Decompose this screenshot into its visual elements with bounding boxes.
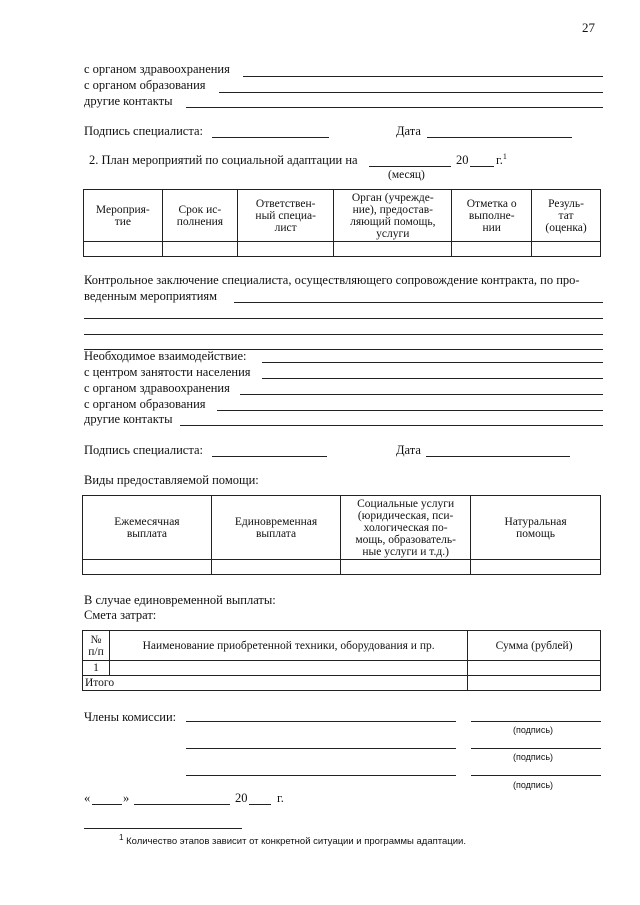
contact-education-field[interactable] <box>219 92 603 93</box>
aid-col-monthly: Ежемесячная выплата <box>83 496 212 560</box>
contact-other-field[interactable] <box>186 107 603 108</box>
contact-health-field[interactable] <box>243 76 603 77</box>
estimate-title: Смета затрат: <box>84 608 157 622</box>
plan-month-field[interactable] <box>369 166 451 167</box>
aid-table <box>82 495 601 575</box>
page-number: 27 <box>582 20 595 35</box>
contact-other-label: другие контакты <box>84 94 173 108</box>
date-label: Дата <box>396 124 421 138</box>
plan-cell[interactable] <box>334 242 452 257</box>
conclusion-field-3[interactable] <box>84 334 603 335</box>
plan-cell[interactable] <box>238 242 334 257</box>
date-year-prefix: 20 <box>235 791 248 805</box>
estimate-col-number: № п/п <box>83 631 110 661</box>
contact-education-label: с органом образования <box>84 78 206 92</box>
footnote <box>119 832 466 847</box>
commission-sign-field-1[interactable] <box>471 721 601 722</box>
specialist-signature-label: Подпись специалиста: <box>84 124 203 138</box>
plan-year-suffix: г.$^1$ <box>496 151 507 167</box>
aid-cell[interactable] <box>471 560 601 575</box>
plan-title: 2. План мероприятий по социальной адаптации на <box>89 153 358 167</box>
commission-name-field-3[interactable] <box>186 775 456 776</box>
estimate-cell[interactable] <box>468 661 601 676</box>
commission-label: Члены комиссии: <box>84 710 177 724</box>
plan-col-activity: Мероприя- тие <box>84 190 163 242</box>
plan-footnote-mark: 1 <box>502 151 507 161</box>
plan-cell[interactable] <box>532 242 601 257</box>
date-month-field[interactable] <box>134 804 230 805</box>
interaction-employment-field[interactable] <box>262 378 603 379</box>
plan-col-responsible: Ответствен- ный специа- лист <box>238 190 334 242</box>
interaction-other-field[interactable] <box>180 425 603 426</box>
commission-name-field-2[interactable] <box>186 748 456 749</box>
plan-col-result: Резуль- тат (оценка) <box>532 190 601 242</box>
specialist-signature-field[interactable] <box>212 137 329 138</box>
commission-name-field-1[interactable] <box>186 721 456 722</box>
plan-cell[interactable] <box>84 242 163 257</box>
date-close-quote: » <box>123 791 130 805</box>
plan-year-field[interactable] <box>470 166 494 167</box>
sign-hint-2: (подпись) <box>513 752 554 762</box>
date-field-2[interactable] <box>426 456 570 457</box>
estimate-total-label: Итого <box>83 676 468 691</box>
sign-hint-3: (подпись) <box>513 780 554 790</box>
estimate-col-sum: Сумма (рублей) <box>468 631 601 661</box>
footnote-separator <box>84 828 242 829</box>
month-hint: (месяц) <box>388 169 425 181</box>
plan-cell[interactable] <box>162 242 237 257</box>
date-year-suffix: г. <box>277 791 284 805</box>
aid-col-social: Социальные услуги (юридическая, пси- хологическая по- мощь, образователь- ные услуги и т.д.) <box>341 496 471 560</box>
aid-cell[interactable] <box>211 560 340 575</box>
plan-year-prefix: 20 <box>456 153 469 167</box>
plan-col-deadline: Срок ис- полнения <box>162 190 237 242</box>
plan-col-completion: Отметка о выполне- нии <box>452 190 532 242</box>
footnote-text: Количество этапов зависит от конкретной ситуации и программы адаптации. <box>126 836 466 847</box>
contact-health-label: с органом здравоохранения <box>84 62 230 76</box>
interaction-health-field[interactable] <box>240 394 603 395</box>
estimate-col-name: Наименование приобретенной техники, оборудования и пр. <box>109 631 467 661</box>
plan-col-organization: Орган (учрежде- ние), предостав- ляющий помощь, услуги <box>334 190 452 242</box>
commission-sign-field-2[interactable] <box>471 748 601 749</box>
aid-cell[interactable] <box>83 560 212 575</box>
interaction-title: Необходимое взаимодействие: <box>84 349 247 363</box>
estimate-table <box>82 630 601 691</box>
conclusion-line2: веденным мероприятиям <box>84 289 218 303</box>
one-time-title: В случае единовременной выплаты: <box>84 593 276 607</box>
sign-hint-1: (подпись) <box>513 725 554 735</box>
interaction-general-field[interactable] <box>262 362 603 363</box>
plan-cell[interactable] <box>452 242 532 257</box>
date-label-2: Дата <box>396 443 421 457</box>
commission-sign-field-3[interactable] <box>471 775 601 776</box>
interaction-education-field[interactable] <box>217 410 603 411</box>
date-year-field[interactable] <box>249 804 271 805</box>
date-day-field[interactable] <box>92 804 122 805</box>
plan-table <box>83 189 601 257</box>
estimate-total-cell[interactable] <box>468 676 601 691</box>
interaction-other-label: другие контакты <box>84 412 173 426</box>
aid-col-natural: Натуральная помощь <box>471 496 601 560</box>
specialist-signature-label-2: Подпись специалиста: <box>84 443 203 457</box>
estimate-cell[interactable] <box>109 661 467 676</box>
estimate-row-number: 1 <box>83 661 110 676</box>
aid-cell[interactable] <box>341 560 471 575</box>
conclusion-field-2[interactable] <box>84 318 603 319</box>
interaction-employment-label: с центром занятости населения <box>84 365 251 379</box>
specialist-signature-field-2[interactable] <box>212 456 327 457</box>
aid-title: Виды предоставляемой помощи: <box>84 473 259 487</box>
aid-col-one-time: Единовременная выплата <box>211 496 340 560</box>
conclusion-line1: Контрольное заключение специалиста, осуществляющего сопровождение контракта, по про- <box>84 273 580 287</box>
conclusion-field-1[interactable] <box>234 302 603 303</box>
date-open-quote: « <box>84 791 91 805</box>
footnote-mark: 1 <box>119 832 124 842</box>
date-field[interactable] <box>427 137 572 138</box>
interaction-health-label: с органом здравоохранения <box>84 381 230 395</box>
interaction-education-label: с органом образования <box>84 397 206 411</box>
